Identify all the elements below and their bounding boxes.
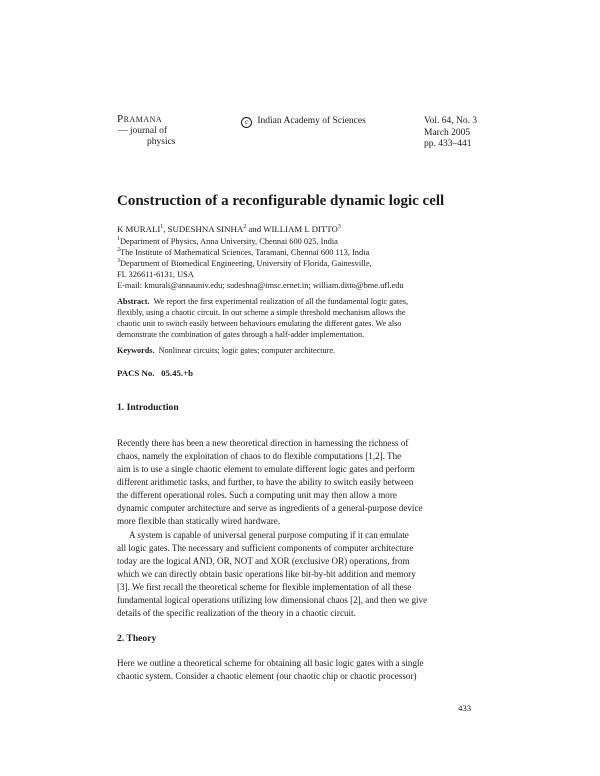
author-sep: and — [246, 224, 264, 234]
text-line: the different operational roles. Such a computing unit may then allow a more — [117, 490, 397, 500]
text-line: Recently there has been a new theoretical direction in harnessing the richness of — [117, 438, 409, 448]
pacs-label: PACS No. — [117, 368, 155, 378]
abstract-line: We report the first experimental realization of all the fundamental logic gates, — [153, 297, 409, 306]
page-range: pp. 433–441 — [424, 139, 472, 149]
author-sep: , — [163, 224, 168, 234]
author-3-sup: 3 — [337, 224, 341, 231]
volume: Vol. 64, No. 3 — [424, 116, 478, 126]
pacs — [117, 368, 193, 379]
affiliation-4 — [117, 269, 497, 280]
text-line: Here we outline a theoretical scheme for obtaining all basic logic gates with a single — [117, 658, 424, 668]
text-line: different arithmetic tasks, and further, to have the ability to switch easily between — [117, 477, 414, 487]
text-line: chaotic system. Consider a chaotic element (our chaotic chip or chaotic processor) — [117, 671, 417, 681]
affiliation-text: Department of Physics, Anna University, Chennai 600 025, India — [120, 237, 338, 246]
text-line: dynamic computer architecture and serve as ingredients of a general-purpose device — [117, 503, 423, 513]
page-title: Construction of a reconfigurable dynamic logic cell — [117, 193, 445, 209]
page-number: 433 — [458, 703, 472, 713]
abstract-line: flexibly, using a chaotic circuit. In our scheme a simple threshold mechanism allows the — [117, 308, 406, 317]
affiliation-sup: 1 — [117, 236, 120, 243]
affiliation-3 — [117, 258, 497, 269]
author-1: K MURALI — [117, 224, 161, 234]
abstract-label: Abstract. — [117, 297, 150, 306]
journal-name: Pramana — [117, 113, 163, 125]
keywords-text: Nonlinear circuits; logic gates; computer architecture. — [158, 346, 336, 355]
keywords — [117, 345, 335, 356]
text-line: today are the logical AND, OR, NOT and XOR (exclusive OR) operations, from — [117, 556, 410, 566]
intro-paragraph-1 — [117, 437, 481, 528]
abstract-line: demonstrate the combination of gates through a half-adder implementation. — [117, 330, 365, 339]
section-heading-introduction: 1. Introduction — [117, 402, 179, 413]
affiliation-1 — [117, 236, 497, 247]
pacs-value: 05.45.+b — [161, 368, 193, 378]
affiliation-text: FL 326611-6131, USA — [117, 270, 194, 279]
email: E-mail: kmurali@annauniv.edu; sudeshna@imsc.ernet.in; william.ditto@bme.ufl.edu — [117, 281, 404, 290]
text-line: more flexible than statically wired hardware. — [117, 516, 281, 526]
affiliation-sup: 2 — [117, 247, 120, 254]
author-2-sup: 2 — [243, 224, 247, 231]
theory-paragraph-1 — [117, 657, 481, 683]
journal-subtitle: — journal of — [118, 125, 168, 136]
text-line: [3]. We first recall the theoretical scheme for flexible implementation of all these — [117, 582, 412, 592]
copyright-icon: c — [241, 117, 252, 128]
issue-info — [424, 116, 477, 151]
abstract — [117, 296, 481, 340]
author-3: WILLIAM L DITTO — [263, 224, 338, 234]
text-line: fundamental logical operations utilizing low dimensional chaos [2], and then we give — [117, 595, 428, 605]
text-line: all logic gates. The necessary and sufficient components of computer architecture — [117, 543, 414, 553]
keywords-label: Keywords. — [117, 346, 155, 355]
text-line: A system is capable of universal general purpose computing if it can emulate — [129, 530, 409, 540]
author-2: SUDESHNA SINHA — [167, 224, 244, 234]
journal-header — [117, 114, 176, 149]
journal-subtitle-2: physics — [147, 137, 176, 147]
authors — [117, 224, 341, 235]
section-heading-theory: 2. Theory — [117, 633, 157, 644]
publisher: Indian Academy of Sciences — [257, 116, 366, 126]
text-line: details of the specific realization of the theory in a chaotic circuit. — [117, 608, 356, 618]
issue-date: March 2005 — [424, 127, 471, 138]
intro-paragraph-2 — [117, 529, 481, 620]
affiliation-text: The Institute of Mathematical Sciences, Taramani, Chennai 600 113, India — [120, 248, 370, 257]
text-line: which we can directly obtain basic operations like bit-by-bit addition and memory — [117, 569, 416, 579]
affiliations — [117, 236, 497, 291]
text-line: aim is to use a single chaotic element to emulate different logic gates and perform — [117, 464, 415, 474]
affiliation-sup: 3 — [117, 258, 120, 265]
author-1-sup: 1 — [160, 224, 164, 231]
text-line: chaos, namely the exploitation of chaos to do flexible computations [1,2]. The — [117, 451, 402, 461]
publisher-line — [241, 116, 366, 128]
abstract-line: chaotic unit to switch easily between behaviours emulating the different gates. We also — [117, 319, 402, 328]
affiliation-text: Department of Biomedical Engineering, University of Florida, Gainesville, — [120, 259, 372, 268]
affiliation-2 — [117, 247, 497, 258]
